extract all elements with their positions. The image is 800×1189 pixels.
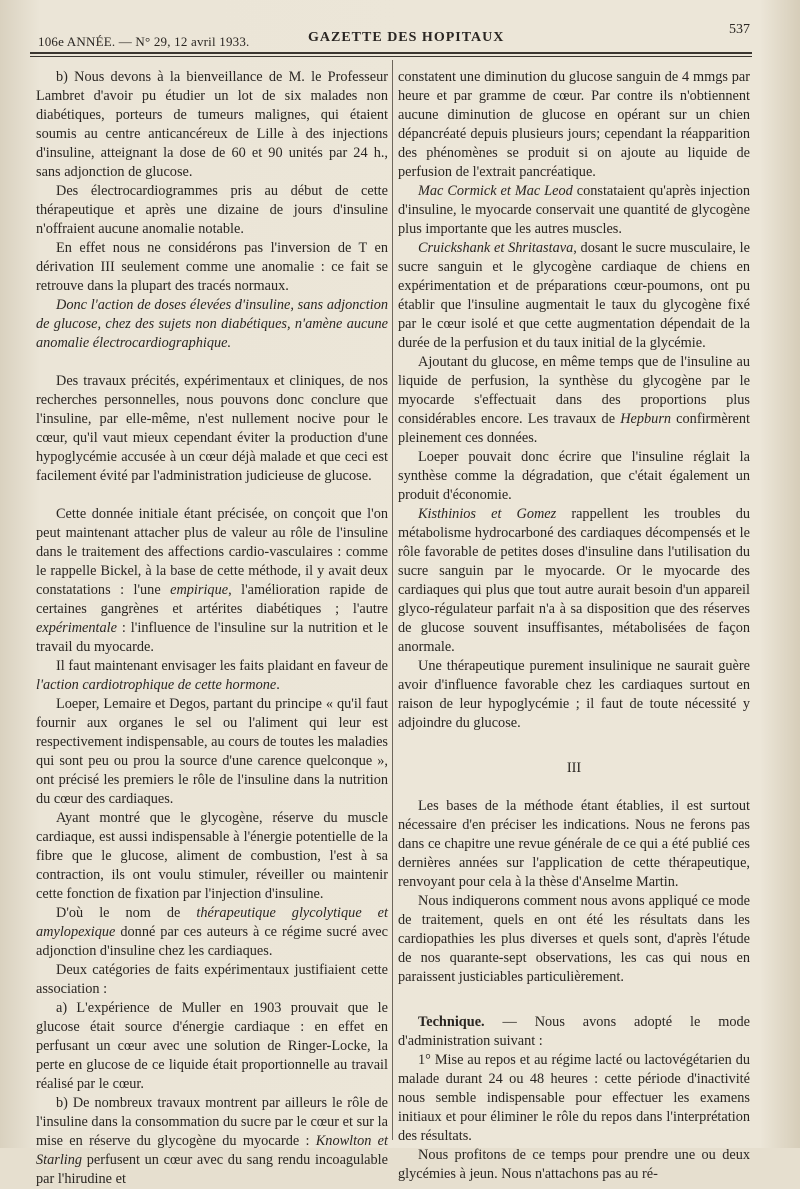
paragraph: Des travaux précités, expérimentaux et cliniques, de nos recherches personnelles, nous pouvons donc conclure que l'insuline, par elle-même, n'est nullement nocive pour le cœur, qu'il vaut mieux cependant éviter la production d'une hypoglycémie accusée à un cœur déjà malade et que ceci est facilement évité par l'administration judicieuse de glucose. [36,373,388,484]
journal-title: GAZETTE DES HOPITAUX [308,30,505,45]
paragraph: Des électrocardiogrammes pris au début de cette thérapeutique et après une dizaine de jours d'insuline n'offraient aucune anomalie notable. [36,183,388,237]
paragraph: Loeper, Lemaire et Degos, partant du principe « qu'il faut fournir aux organes le sel ou l'aliment qui leur est respectivement indispensable, au cours de toutes les maladies qui sont peu ou prou la source d'une carence quelconque », ont précisé les premiers le rôle de l'insuline dans la nutrition du cœur des cardiaques. [36,696,388,807]
paragraph: Cette donnée initiale étant précisée, on conçoit que l'on peut maintenant attacher plus de valeur au rôle de l'insuline dans le traitement des affections cardio-vasculaires : comme le rappelle Bickel, à la base de cette méthode, il y avait deux constatations : l'une empirique, l'amélioration rapide de certaines gangrènes et artérites diabétiques ; l'autre expérimentale : l'influence de l'insuline sur la nutrition et le travail du myocarde. [36,506,388,655]
paragraph: Loeper pouvait donc écrire que l'insuline réglait la synthèse comme la dégradation, que c'était également un produit d'économie. [398,449,750,503]
column-divider [392,60,393,1140]
paragraph: Une thérapeutique purement insulinique ne saurait guère avoir d'influence favorable chez les cardiaques surtout en raison de leur hypoglycémie ; il faut de toute nécessité y adjoindre du glucose. [398,658,750,731]
paragraph: Cruickshank et Shritastava, dosant le sucre musculaire, le sucre sanguin et le glycogène cardiaque de chiens en expérimentation et de préparations cœur-poumons, ont pu établir que l'insuline augmentait le taux du glycogène fixé par le cœur isolé et que cette augmentation dépendait de la durée de la perfusion et du taux initial de la glycémie. [398,240,750,351]
header-rule [30,52,752,54]
paragraph: Mac Cormick et Mac Leod constataient qu'après injection d'insuline, le myocarde conservait une quantité de glycogène plus importante que les autres muscles. [398,183,750,237]
paragraph: Il faut maintenant envisager les faits plaidant en faveur de l'action cardiotrophique de cette hormone. [36,658,388,693]
paragraph: a) L'expérience de Muller en 1903 prouvait que le glucose était source d'énergie cardiaque : en effet en perfusant un cœur avec une solution de Ringer-Locke, la perte en glucose de ce liquide était proportionnelle au travail réalisé par le cœur. [36,1000,388,1092]
right-column [398,68,750,1184]
paragraph: b) Nous devons à la bienveillance de M. le Professeur Lambret d'avoir pu étudier un lot de six malades non diabétiques, porteurs de tumeurs malignes, qui étaient soumis au centre anticancéreux de Lille à des injections d'insuline, atteignant la dose de 60 et 90 unités par 24 h., sans adjonction de glucose. [36,69,388,180]
header-rule-thin [30,56,752,57]
section-heading: III [566,760,582,776]
page-number: 537 [729,22,750,37]
paragraph: Ayant montré que le glycogène, réserve du muscle cardiaque, est aussi indispensable à l'énergie potentielle de la fibre que le glucose, aliment de combustion, l'est à sa contraction, ils ont voulu stimuler, réveiller ou maintenir cette fonction de fixation par l'injection d'insuline. [36,810,388,902]
paragraph: En effet nous ne considérons pas l'inversion de T en dérivation III seulement comme une anomalie : ce fait se retrouve dans la plupart des tracés normaux. [36,240,388,294]
page-header [38,22,750,50]
paragraph: Nous indiquerons comment nous avons appliqué ce mode de traitement, quels en ont été les résultats dans les cardiopathies les plus diverses et quels sont, d'après l'étude de nos quarante-sept observations, les cas qui nous en paraissent justiciables particulièrement. [398,893,750,985]
paragraph: constatent une diminution du glucose sanguin de 4 mmgs par heure et par gramme de cœur. Par contre ils n'obtiennent aucune diminution de glucose en opérant sur un chien dépancréaté depuis plusieurs jours; cependant la réapparition des phénomènes se produit si on ajoute au liquide de perfusion de l'extrait pancréatique. [398,69,750,180]
paragraph: b) De nombreux travaux montrent par ailleurs le rôle de l'insuline dans la consommation du sucre par le cœur et sur la mise en réserve du glycogène du myocarde : Knowlton et Starling perfusent un cœur avec du sang rendu incoagulable par l'hirudine et [36,1095,388,1187]
paragraph: Kisthinios et Gomez rappellent les troubles du métabolisme hydrocarboné des cardiaques décompensés et le rôle favorable de petites doses d'insuline dans l'utilisation du sucre sanguin par le myocarde. Or le myocarde des cardiaques qui plus que tout autre aurait besoin d'un appareil glyco-régulateur parfait n'a à sa disposition que des réserves de glucose souvent insuffisantes, métabolisées de façon anormale. [398,506,750,655]
paragraph: Les bases de la méthode étant établies, il est surtout nécessaire d'en préciser les indications. Nous ne ferons pas dans ce chapitre une revue générale de ce qui a été publié ces dernières années sur l'application de cette thérapeutique, renvoyant pour cela à la thèse d'Anselme Martin. [398,798,750,890]
technique-paragraph: Technique. — Nous avons adopté le mode d'administration suivant : [398,1014,750,1049]
paragraph: 1° Mise au repos et au régime lacté ou lactovégétarien du malade durant 24 ou 48 heures : cette période d'inactivité nous semble indispensable pour effectuer les examens initiaux et pour éliminer le rôle du repos dans l'interprétation des résultats. [398,1052,750,1144]
paragraph: Nous profitons de ce temps pour prendre une ou deux glycémies à jeun. Nous n'attachons pas au ré- [398,1147,750,1182]
paragraph: Deux catégories de faits expérimentaux justifiaient cette association : [36,962,388,997]
left-column [36,68,388,1189]
issue-info: 106e ANNÉE. — N° 29, 12 avril 1933. [38,34,250,49]
paragraph: D'où le nom de thérapeutique glycolytique et amylopexique donné par ces auteurs à ce régime sucré avec adjonction d'insuline chez les cardiaques. [36,905,388,959]
conclusion-paragraph: Donc l'action de doses élevées d'insuline, sans adjonction de glucose, chez des sujets non diabétiques, n'amène aucune anomalie électrocardiographique. [36,297,388,351]
paragraph: Ajoutant du glucose, en même temps que de l'insuline au liquide de perfusion, la synthèse du glycogène par le myocarde s'effectuait dans des proportions plus considérables encore. Les travaux de Hepburn confirmèrent pleinement ces données. [398,354,751,446]
